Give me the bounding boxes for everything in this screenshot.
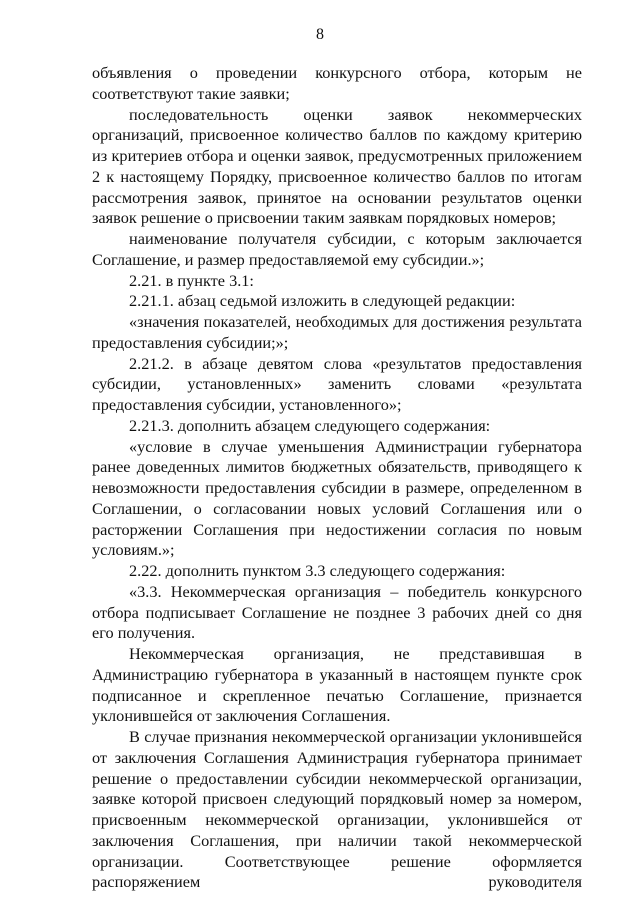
paragraph-continuation: объявления о проведении конкурсного отбора, которым не соответствуют такие заявки; <box>92 63 582 103</box>
paragraph-item-3-3: «3.3. Некоммерческая организация – победитель конкурсного отбора подписывает Соглашение не позднее 3 рабочих дней со дня его получения. <box>92 581 582 643</box>
paragraph-evasion-decision: В случае признания некоммерческой организации уклонившейся от заключения Соглашения Администрация губернатора принимает решение о предоставлении субсидии некоммерческой организации, заявке которой присвоен следующий порядковый номер за номером, присвоенным некоммерческой организации, уклонившейся от заключения Соглашения, при наличии такой некоммерческой организации. Соответствующее решение оформляется распоряжением руководителя <box>92 727 582 892</box>
paragraph-item-2-21: 2.21. в пункте 3.1: <box>129 270 254 290</box>
paragraph-evasion: Некоммерческая организация, не представившая в Администрацию губернатора в указанный в настоящем пункте срок подписанное и скрепленное печатью Соглашение, признается уклонившейся от заключения Соглашения. <box>92 644 582 726</box>
paragraph-indicator-values: «значения показателей, необходимых для достижения результата предоставления субсидии;»; <box>92 312 582 352</box>
paragraph-item-2-21-3: 2.21.3. дополнить абзацем следующего содержания: <box>129 415 491 435</box>
paragraph-item-2-21-2: 2.21.2. в абзаце девятом слова «результатов предоставления субсидии, установленных» заменить словами «результата предоставления субсидии, установленного»; <box>92 353 582 414</box>
paragraph-budget-condition: «условие в случае уменьшения Администрации губернатора ранее доведенных лимитов бюджетных обязательств, приводящего к невозможности предоставления субсидии в размере, определенном в Соглашении, о согласовании новых условий Соглашения или о расторжении Соглашения при недостижении согласия по новым условиям.»; <box>92 436 582 560</box>
paragraph-item-2-21-1: 2.21.1. абзац седьмой изложить в следующей редакции: <box>129 291 516 311</box>
paragraph-evaluation-sequence: последовательность оценки заявок некоммерческих организаций, присвоенное количество баллов по каждому критерию из критериев отбора и оценки заявок, предусмотренных приложением 2 к настоящему Порядку, присвоенное количество баллов по итогам рассмотрения заявок, принятое на основании результатов оценки заявок решение о присвоении таким заявкам порядковых номеров; <box>92 104 582 228</box>
page-number: 8 <box>316 26 324 43</box>
paragraph-item-2-22: 2.22. дополнить пунктом 3.3 следующего содержания: <box>129 561 506 580</box>
paragraph-recipient-name: наименование получателя субсидии, с которым заключается Соглашение, и размер предоставляемой ему субсидии.»; <box>92 229 582 269</box>
document-body <box>92 63 582 893</box>
